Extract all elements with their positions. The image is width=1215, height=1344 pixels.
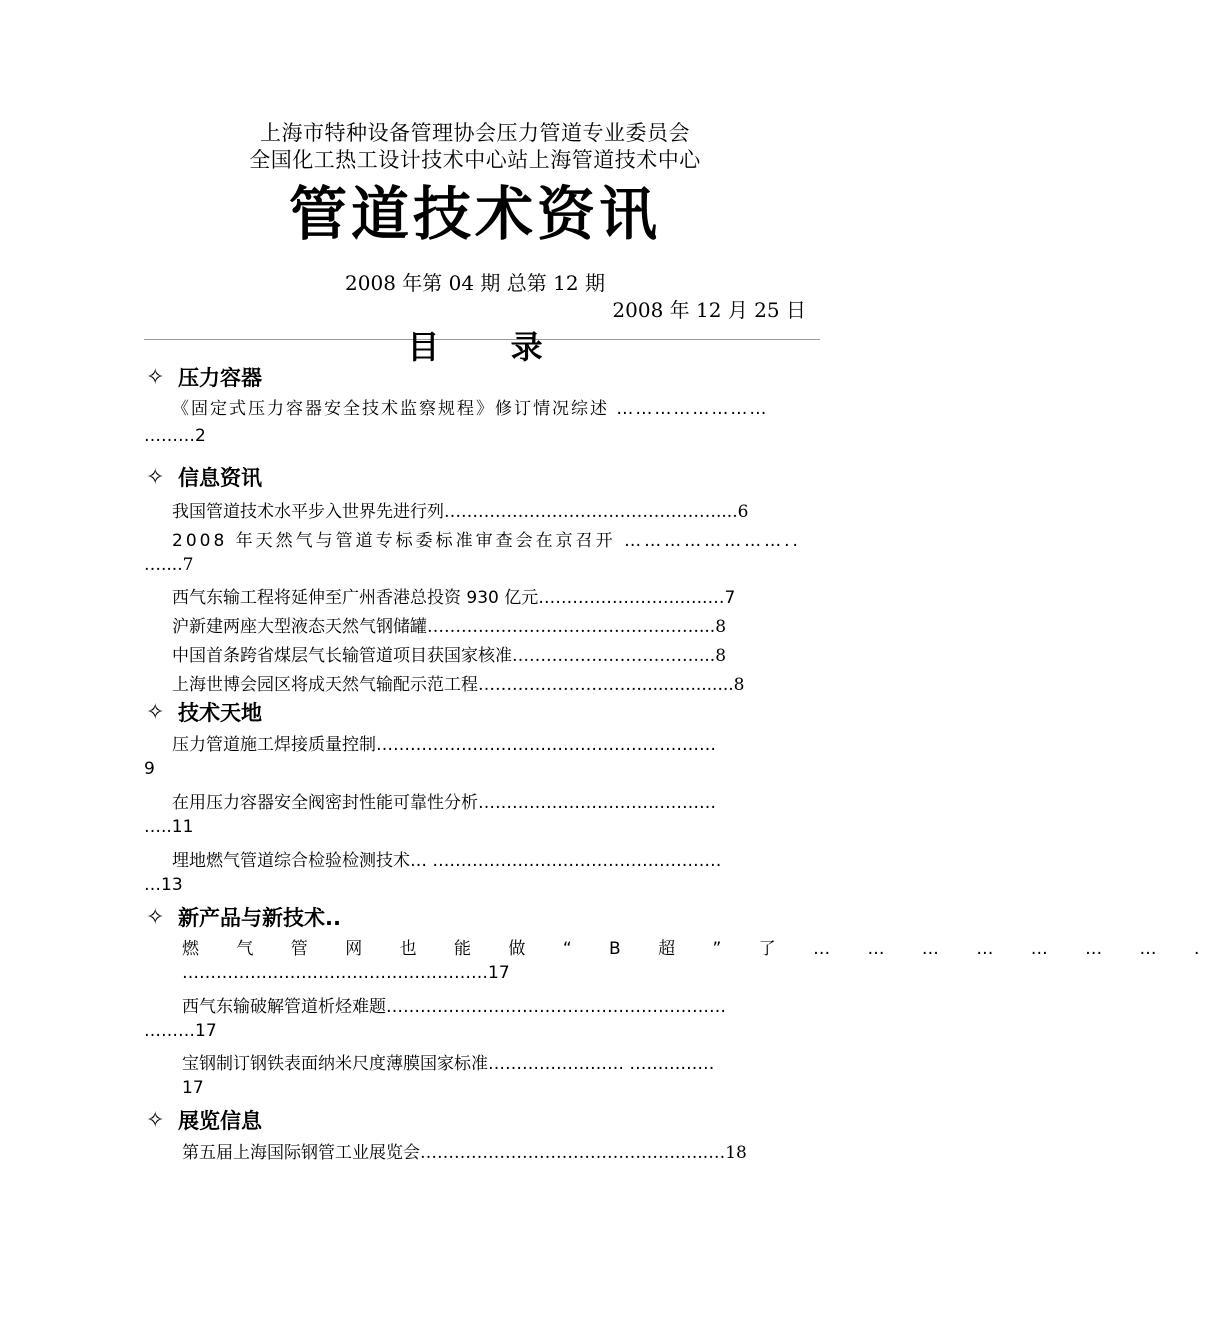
section-heading: 新产品与新技术..: [178, 906, 341, 930]
toc-entry[interactable]: 沪新建两座大型液态天然气钢储罐…………………………………………...8: [172, 617, 727, 637]
toc-entry[interactable]: 2008 年天然气与管道专标委标准审查会在京召开 ……………………..: [172, 531, 801, 551]
section-heading: 压力容器: [178, 366, 262, 390]
toc-entry[interactable]: 埋地燃气管道综合检验检测技术… ……………………………………………: [172, 851, 722, 871]
org-line-1: 上海市特种设备管理协会压力管道专业委员会: [260, 121, 690, 145]
toc-entry-continuation[interactable]: …13: [144, 875, 183, 895]
section-heading: 技术天地: [178, 701, 262, 725]
toc-section-technology: [146, 697, 262, 727]
diamond-bullet-icon: ✧: [146, 699, 165, 725]
toc-entry[interactable]: 上海世博会园区将成天然气输配示范工程………………………...................8: [172, 675, 745, 695]
toc-section-pressure-vessel: [146, 362, 262, 392]
toc-entry[interactable]: 压力管道施工焊接质量控制……………………………………………………: [172, 735, 716, 755]
toc-entry[interactable]: 宝钢制订钢铁表面纳米尺度薄膜国家标准…………………… ……………: [182, 1054, 715, 1074]
toc-section-news: [146, 462, 262, 492]
toc-title: 目 录: [407, 328, 573, 366]
toc-entry-continuation[interactable]: 17: [182, 1078, 204, 1098]
diamond-bullet-icon: ✧: [146, 1107, 165, 1133]
section-heading: 信息资讯: [178, 466, 262, 490]
diamond-bullet-icon: ✧: [146, 364, 165, 390]
toc-entry-continuation[interactable]: ………2: [144, 426, 206, 446]
issue-number: 2008 年第 04 期 总第 12 期: [345, 271, 605, 295]
toc-entry-continuation[interactable]: …..11: [144, 817, 194, 837]
toc-entry[interactable]: 第五届上海国际钢管工业展览会……………………………………….…..…18: [182, 1143, 747, 1163]
toc-entry-continuation[interactable]: 9: [144, 759, 155, 779]
toc-entry[interactable]: 西气东输破解管道析烃难题……………………………………………………: [182, 997, 726, 1017]
toc-section-new-products: [146, 902, 341, 932]
issue-date: 2008 年 12 月 25 日: [612, 298, 806, 322]
toc-entry-continuation[interactable]: ………………………………………………17: [182, 963, 510, 983]
toc-entry[interactable]: 在用压力容器安全阀密封性能可靠性分析……………………………………: [172, 793, 716, 813]
toc-entry-continuation[interactable]: ………17: [144, 1021, 217, 1041]
toc-section-exhibition: [146, 1105, 262, 1135]
publication-title: 管道技术资讯: [288, 180, 661, 248]
section-heading: 展览信息: [178, 1109, 262, 1133]
toc-entry[interactable]: 中国首条跨省煤层气长输管道项目获国家核准……………………………...8: [172, 646, 727, 666]
toc-entry[interactable]: 《固定式压力容器安全技术监察规程》修订情况综述 ……………………: [172, 399, 769, 419]
toc-entry[interactable]: 燃 气 管 网 也 能 做 “ B 超 ” 了 … … … … … … … .: [182, 939, 1215, 959]
diamond-bullet-icon: ✧: [146, 464, 165, 490]
toc-entry-continuation[interactable]: …....7: [144, 555, 194, 575]
toc-entry[interactable]: 西气东输工程将延伸至广州香港总投资 930 亿元…………………….…..…7: [172, 588, 736, 608]
org-line-2: 全国化工热工设计技术中心站上海管道技术中心: [249, 148, 701, 172]
toc-entry[interactable]: 我国管道技术水平步入世界先进行列…………………………………………....6: [172, 502, 749, 522]
diamond-bullet-icon: ✧: [146, 904, 165, 930]
